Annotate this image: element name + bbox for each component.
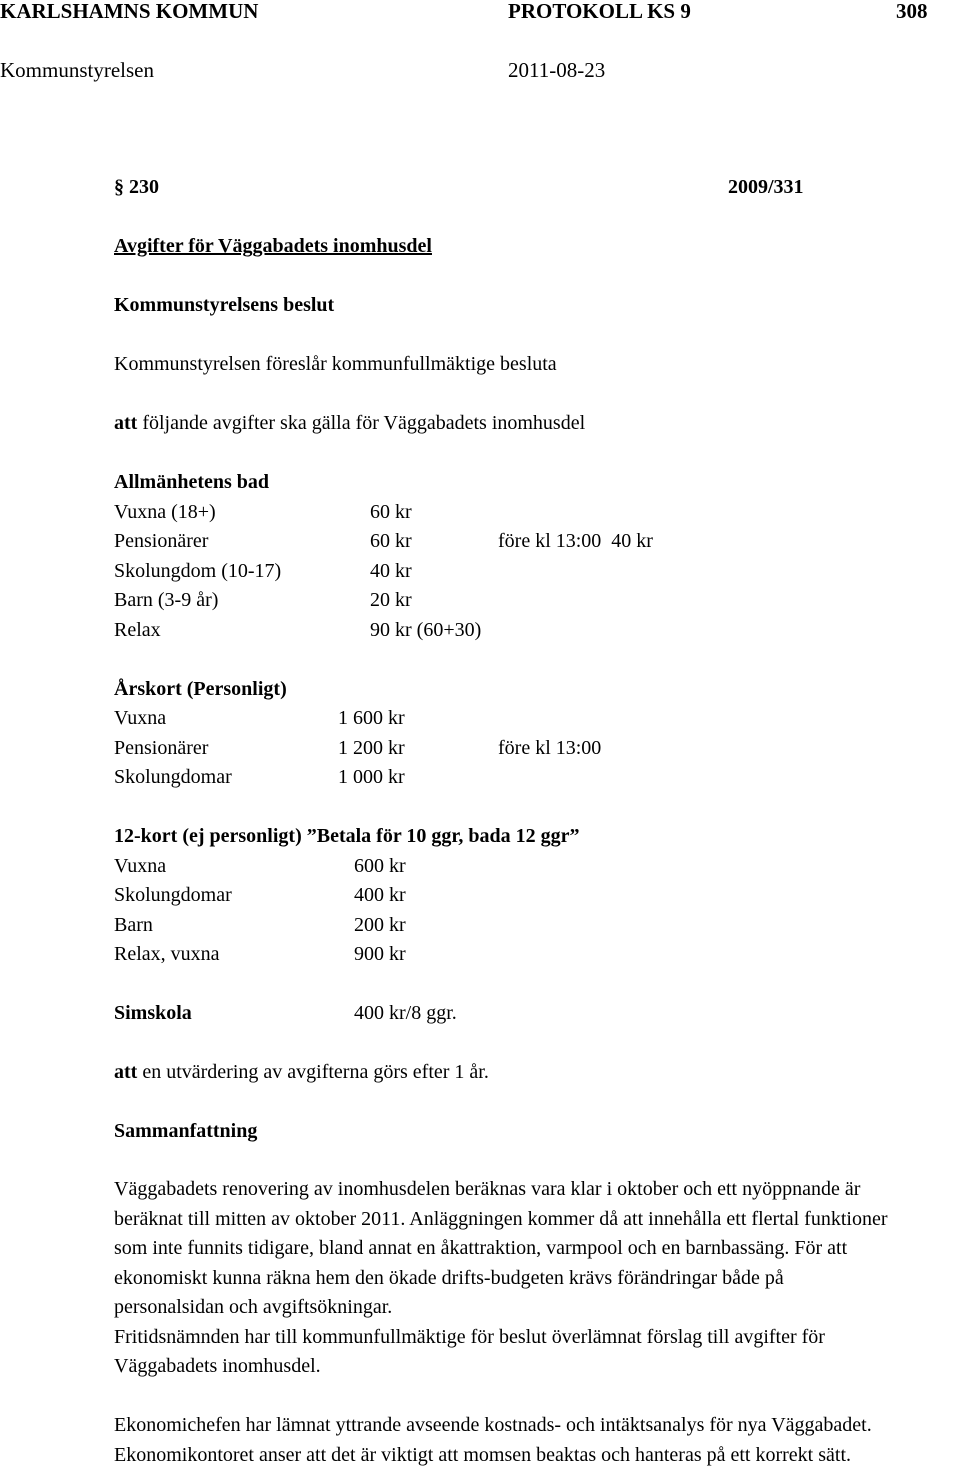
att-clause-1 — [114, 413, 585, 433]
fee-price: 90 kr (60+30) — [370, 619, 482, 641]
summary-paragraph-2 — [114, 1411, 960, 1470]
paragraph-number: § 230 — [114, 176, 159, 198]
fee-price: 60 kr — [370, 530, 412, 552]
fee-price: 1 600 kr — [338, 707, 405, 729]
public-bath-heading: Allmänhetens bad — [114, 471, 270, 493]
fee-note: före kl 13:00 — [498, 737, 602, 759]
att-keyword: att — [114, 1061, 138, 1083]
decision-intro: Kommunstyrelsen föreslår kommunfullmäktige besluta — [114, 353, 557, 375]
header-date: 2011-08-23 — [508, 58, 606, 82]
fee-price: 400 kr — [354, 884, 406, 906]
fee-label: Skolungdom (10-17) — [114, 560, 282, 582]
summary-heading: Sammanfattning — [114, 1120, 258, 1142]
fee-label: Barn (3-9 år) — [114, 589, 219, 611]
summary-line: Ekonomichefen har lämnat yttrande avseende kostnads- och intäktsanalys för nya Väggabadet. — [114, 1414, 872, 1436]
summary-paragraph-1 — [114, 1175, 960, 1382]
fee-price: 600 kr — [354, 855, 406, 877]
fee-label: Pensionärer — [114, 737, 209, 759]
fee-price: 1 200 kr — [338, 737, 405, 759]
fee-note: före kl 13:00 40 kr — [498, 530, 653, 552]
annual-card-heading: Årskort (Personligt) — [114, 678, 287, 700]
fee-label: Relax — [114, 619, 161, 641]
summary-line: personalsidan och avgiftsökningar. — [114, 1296, 393, 1318]
fee-label: Skolungdomar — [114, 884, 232, 906]
case-number: 2009/331 — [728, 176, 804, 198]
summary-line: Fritidsnämnden har till kommunfullmäktige för beslut överlämnat förslag till avgifter för — [114, 1325, 825, 1348]
fee-label: Skolungdomar — [114, 766, 232, 788]
header-org: KARLSHAMNS KOMMUN — [0, 0, 259, 23]
att-clause-2 — [114, 1062, 489, 1082]
summary-line: beräknat till mitten av oktober 2011. Anläggningen kommer då att innehålla ett flertal funktioner — [114, 1207, 888, 1230]
fee-price: 900 kr — [354, 943, 406, 965]
card12-heading: 12-kort (ej personligt) ”Betala för 10 ggr, bada 12 ggr” — [114, 825, 580, 847]
fee-label: Vuxna — [114, 707, 167, 729]
fee-price: 20 kr — [370, 589, 412, 611]
att-keyword: att — [114, 412, 138, 434]
swim-school-price: 400 kr/8 ggr. — [354, 1002, 457, 1024]
summary-line: Väggabadets inomhusdel. — [114, 1355, 321, 1377]
fee-label: Barn — [114, 914, 153, 936]
fee-label: Pensionärer — [114, 530, 209, 552]
summary-line: Ekonomikontoret anser att det är viktigt att momsen beaktas och hanteras på ett korrekt sätt. — [114, 1443, 852, 1466]
swim-school-label: Simskola — [114, 1002, 192, 1024]
summary-line: ekonomiskt kunna räkna hem den ökade drifts-budgeten krävs förändringar både på — [114, 1266, 784, 1289]
summary-line: som inte funnits tidigare, bland annat en åkattraktion, varmpool och en barnbassäng. För att — [114, 1237, 848, 1259]
summary-line: Väggabadets renovering av inomhusdelen beräknas vara klar i oktober och ett nyöppnande är — [114, 1178, 861, 1200]
att-clause-text: följande avgifter ska gälla för Väggabadets inomhusdel — [137, 412, 586, 434]
att-clause-text: en utvärdering av avgifterna görs efter 1 år. — [137, 1061, 489, 1083]
fee-label: Vuxna — [114, 855, 167, 877]
header-protocol: PROTOKOLL KS 9 — [508, 0, 691, 23]
header-body: Kommunstyrelsen — [0, 58, 154, 82]
fee-price: 1 000 kr — [338, 766, 405, 788]
fee-label: Relax, vuxna — [114, 943, 220, 965]
fee-price: 200 kr — [354, 914, 406, 936]
fee-price: 40 kr — [370, 560, 412, 582]
fee-price: 60 kr — [370, 501, 412, 523]
header-page-number: 308 — [896, 0, 928, 23]
document-title: Avgifter för Väggabadets inomhusdel — [114, 235, 432, 257]
decision-heading: Kommunstyrelsens beslut — [114, 294, 335, 316]
fee-label: Vuxna (18+) — [114, 501, 216, 523]
